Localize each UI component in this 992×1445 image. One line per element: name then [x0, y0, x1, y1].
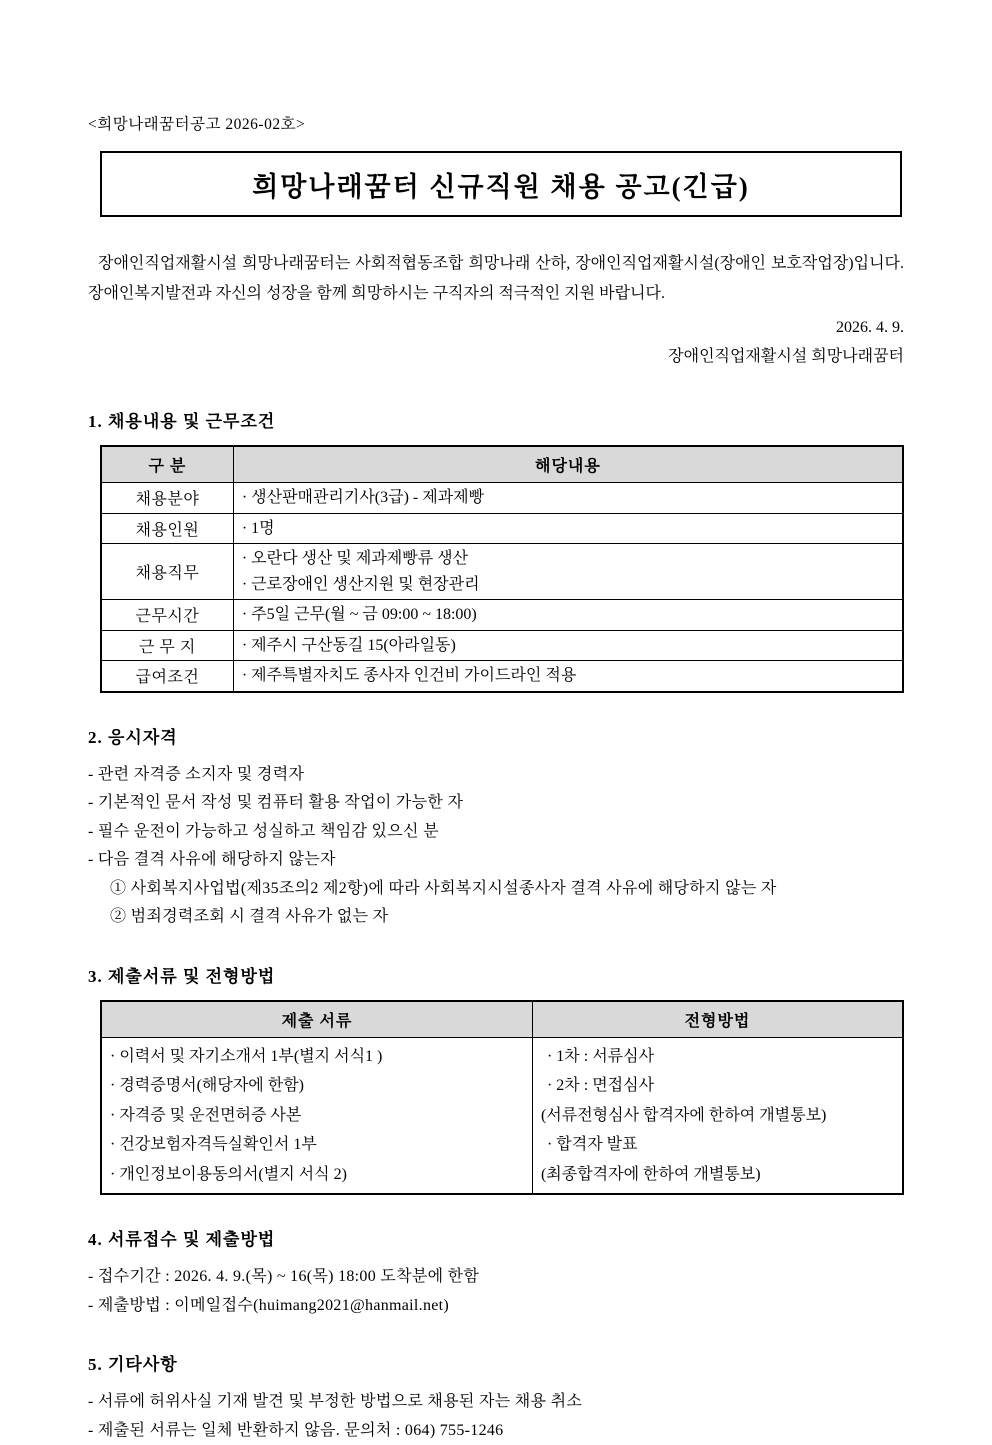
list-item: - 제출된 서류는 일체 반환하지 않음. 문의처 : 064) 755-1246: [88, 1417, 904, 1445]
col-header-category: 구 분: [101, 446, 233, 483]
col-header-documents: 제출 서류: [101, 1001, 532, 1038]
list-item: - 접수기간 : 2026. 4. 9.(목) ~ 16(목) 18:00 도착분에 한함: [88, 1263, 904, 1292]
section-2-heading: 2. 응시자격: [88, 723, 904, 748]
table-row: [101, 600, 903, 631]
list-item: - 서류에 허위사실 기재 발견 및 부정한 방법으로 채용된 자는 채용 취소: [88, 1388, 904, 1417]
col-header-details: 해당내용: [233, 446, 903, 483]
submission-info-list: [88, 1263, 904, 1320]
cell-text: · 생산판매관리기사(3급) - 제과제빵: [242, 485, 894, 511]
section-5-heading: 5. 기타사항: [88, 1350, 904, 1375]
notice-date: 2026. 4. 9.: [88, 313, 904, 342]
cell-text: · 주5일 근무(월 ~ 금 09:00 ~ 18:00): [242, 602, 894, 628]
section-4-heading: 4. 서류접수 및 제출방법: [88, 1225, 904, 1250]
cell-text: · 오란다 생산 및 제과제빵류 생산: [242, 546, 894, 572]
list-item: - 다음 결격 사유에 해당하지 않는자: [88, 846, 904, 875]
cell-text: · 개인정보이용동의서(별지 서식 2): [110, 1160, 524, 1190]
section-1-heading: 1. 채용내용 및 근무조건: [88, 407, 904, 432]
misc-list: [88, 1388, 904, 1445]
signature-line: 장애인직업재활시설 희망나래꿈터: [88, 342, 904, 371]
row-label: 채용분야: [101, 483, 233, 514]
qualification-list: [88, 761, 904, 932]
row-label: 급여조건: [101, 661, 233, 692]
cell-text: · 제주시 구산동길 15(아라일동): [242, 633, 894, 659]
cell-text: · 2차 : 면접심사: [541, 1071, 894, 1101]
cell-text: · 1차 : 서류심사: [541, 1042, 894, 1072]
table-row: [101, 513, 903, 544]
cell-text: · 경력증명서(해당자에 한함): [110, 1071, 524, 1101]
row-label: 채용직무: [101, 544, 233, 600]
cell-text: · 제주특별자치도 종사자 인건비 가이드라인 적용: [242, 663, 894, 689]
table-row: [101, 630, 903, 661]
notice-number: <희망나래꿈터공고 2026-02호>: [88, 112, 904, 134]
section-3-heading: 3. 제출서류 및 전형방법: [88, 962, 904, 987]
submission-method-table: [100, 1000, 904, 1196]
cell-text: · 합격자 발표: [541, 1130, 894, 1160]
cell-text: · 근로장애인 생산지원 및 현장관리: [242, 572, 894, 598]
table-header-row: [101, 1001, 903, 1038]
list-item: - 기본적인 문서 작성 및 컴퓨터 활용 작업이 가능한 자: [88, 789, 904, 818]
table-row: [101, 661, 903, 692]
page-title: 희망나래꿈터 신규직원 채용 공고(긴급): [252, 165, 750, 204]
documents-cell: [101, 1037, 532, 1194]
list-item: - 제출방법 : 이메일접수(huimang2021@hanmail.net): [88, 1292, 904, 1321]
row-label: 근 무 지: [101, 630, 233, 661]
process-cell: [532, 1037, 903, 1194]
table-row: [101, 1037, 903, 1194]
row-label: 채용인원: [101, 513, 233, 544]
list-subitem: ② 범죄경력조회 시 결격 사유가 없는 자: [88, 903, 904, 932]
cell-text: (최종합격자에 한하여 개별통보): [541, 1160, 894, 1190]
intro-paragraph: 장애인직업재활시설 희망나래꿈터는 사회적협동조합 희망나래 산하, 장애인직업재활시설(장애인 보호작업장)입니다. 장애인복지발전과 자신의 성장을 함께 희망하시는 구직자의 적극적인 지원 바랍니다.: [88, 249, 904, 309]
cell-text: · 이력서 및 자기소개서 1부(별지 서식1 ): [110, 1042, 524, 1072]
row-label: 근무시간: [101, 600, 233, 631]
employment-conditions-table: [100, 445, 904, 693]
cell-text: · 자격증 및 운전면허증 사본: [110, 1101, 524, 1131]
list-item: - 필수 운전이 가능하고 성실하고 책임감 있으신 분: [88, 818, 904, 847]
table-row: [101, 544, 903, 600]
table-header-row: [101, 446, 903, 483]
cell-text: · 건강보험자격득실확인서 1부: [110, 1130, 524, 1160]
list-subitem: ① 사회복지사업법(제35조의2 제2항)에 따라 사회복지시설종사자 결격 사유에 해당하지 않는 자: [88, 875, 904, 904]
cell-text: (서류전형심사 합격자에 한하여 개별통보): [541, 1101, 894, 1131]
title-box: [100, 151, 902, 217]
list-item: - 관련 자격증 소지자 및 경력자: [88, 761, 904, 790]
col-header-process: 전형방법: [532, 1001, 903, 1038]
cell-text: · 1명: [242, 516, 894, 542]
table-row: [101, 483, 903, 514]
